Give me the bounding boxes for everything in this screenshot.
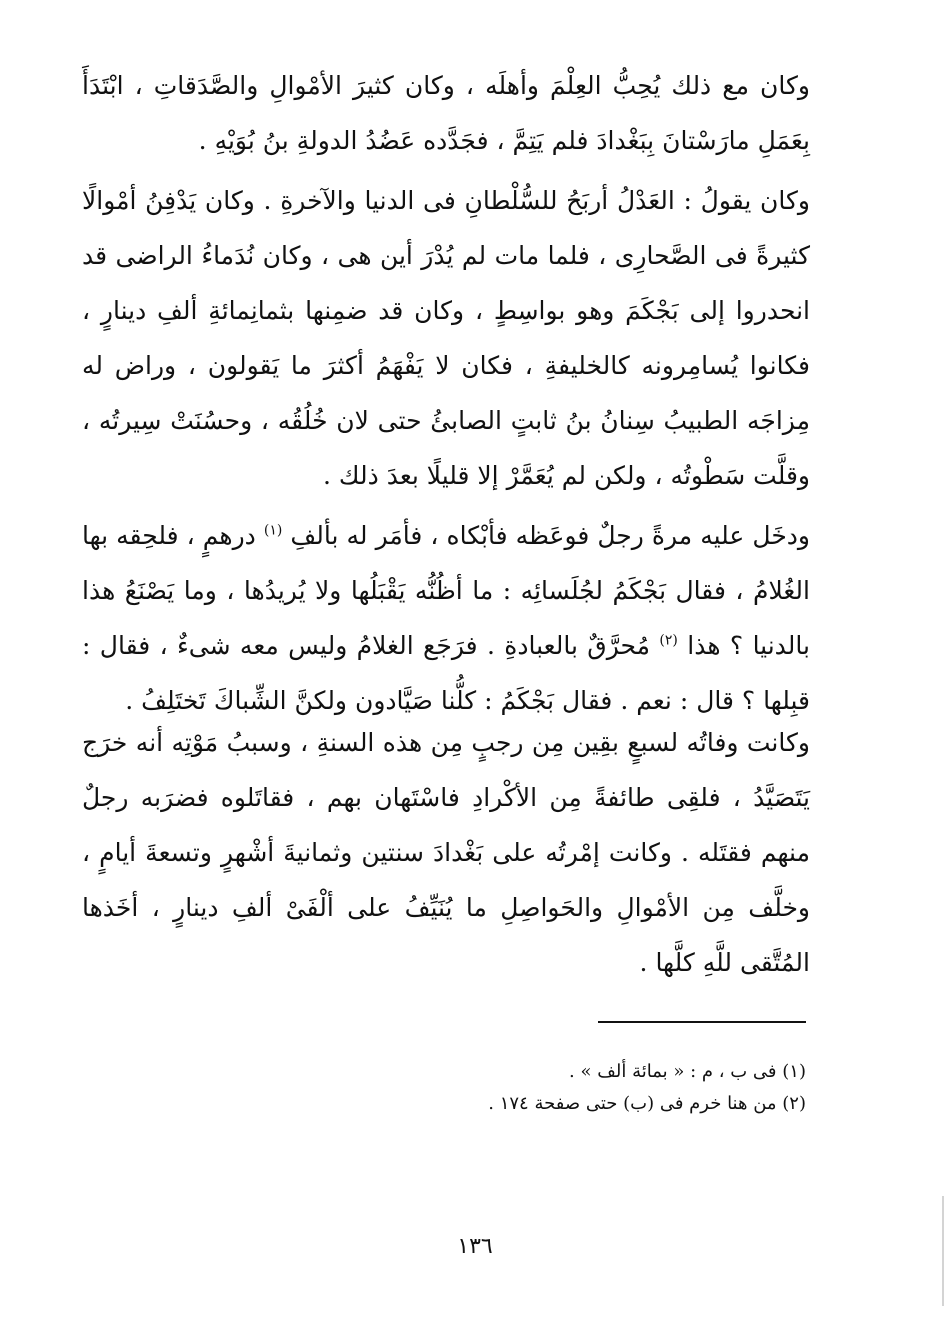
page-number: ١٣٦: [457, 1234, 493, 1259]
paragraph-3: [82, 508, 810, 728]
footnote-2: (٢) من هنا خرم فى (ب) حتى صفحة ١٧٤ .: [488, 1093, 806, 1114]
paragraph-3-text-start: ودخَل عليه مرةً رجلٌ فوعَظه فأبْكاه ، فأمَر له بألفِ: [290, 521, 811, 550]
footnote-marker-1: (١): [263, 522, 283, 539]
paragraph-3-text-middle: درهمٍ ، فلحِقه بها الغُلامُ ، فقال بَجْكَمُ لجُلَسائِه : ما أظُنُّه يَقْبَلُها ولا يُريدُها ، وما يَصْنَعُ هذا بالدنيا ؟ هذا: [82, 521, 810, 660]
footnotes: [300, 1056, 806, 1120]
footnote-1: (١) فى ب ، م : « بمائة ألف » .: [569, 1061, 806, 1082]
paragraph-1-text: وكان مع ذلك يُحِبُّ العِلْمَ وأهلَه ، وكان كثيرَ الأمْوالِ والصَّدَقاتِ ، ابْتَدَأَ بِعَمَلِ مارَسْتانَ بِبَغْدادَ فلم يَتِمَّ ، فجَدَّده عَضُدُ الدولةِ بنُ بُوَيْهِ .: [82, 71, 810, 155]
scan-edge-shadow: [942, 1196, 944, 1306]
paragraph-4: [82, 715, 810, 990]
paragraph-1: [82, 58, 810, 168]
footnote-marker-2: (٢): [659, 632, 678, 649]
paragraph-2: [82, 173, 810, 503]
paragraph-3-text-end: مُحرَّقٌ بالعبادةِ . فرَجَع الغلامُ وليس معه شىءٌ ، فقال : قبِلها ؟ قال : نعم . فقال بَجْكَمُ : كلُّنا صَيَّادون ولكنَّ الشِّباكَ تَختَلِفُ .: [82, 631, 810, 715]
paragraph-4-text: وكانت وفاتُه لسبعٍ بقِين مِن رجبٍ مِن هذه السنةِ ، وسببُ مَوْتِه أنه خرَج يَتَصَيَّدُ ، فلقِى طائفةً مِن الأكْرادِ فاسْتَهان بهم ، فقاتَلوه فضرَبه رجلٌ منهم فقتَله . وكانت إمْرتُه على بَغْدادَ سنتين وثمانيةَ أشْهرٍ وتسعةَ أيامٍ ، وخلَّف مِن الأمْوالِ والحَواصِلِ ما يُنَيِّفُ على ألْفَىْ ألفِ دينارٍ ، أخَذها المُتَّقى للَّهِ كلَّها .: [82, 728, 810, 977]
paragraph-2-text: وكان يقولُ : العَدْلُ أربَحُ للسُّلْطانِ فى الدنيا والآخرةِ . وكان يَدْفِنُ أمْوالًا كثيرةً فى الصَّحارِى ، فلما مات لم يُدْرَ أين هى ، وكان نُدَماءُ الراضى قد انحدروا إلى بَجْكَمَ وهو بواسِطٍ ، وكان قد ضمِنها بثمانِمائةِ ألفِ دينارٍ ، فكانوا يُسامِرونه كالخليفةِ ، فكان لا يَفْهَمُ أكثرَ ما يَقولون ، وراض له مِزاجَه الطبيبُ سِنانُ بنُ ثابتٍ الصابئُ حتى لان خُلُقُه ، وحسُنَتْ سِيرتُه ، وقلَّت سَطْوتُه ، ولكن لم يُعَمَّرْ إلا قليلًا بعدَ ذلك .: [82, 186, 810, 490]
footnote-separator-rule: [598, 1021, 806, 1023]
